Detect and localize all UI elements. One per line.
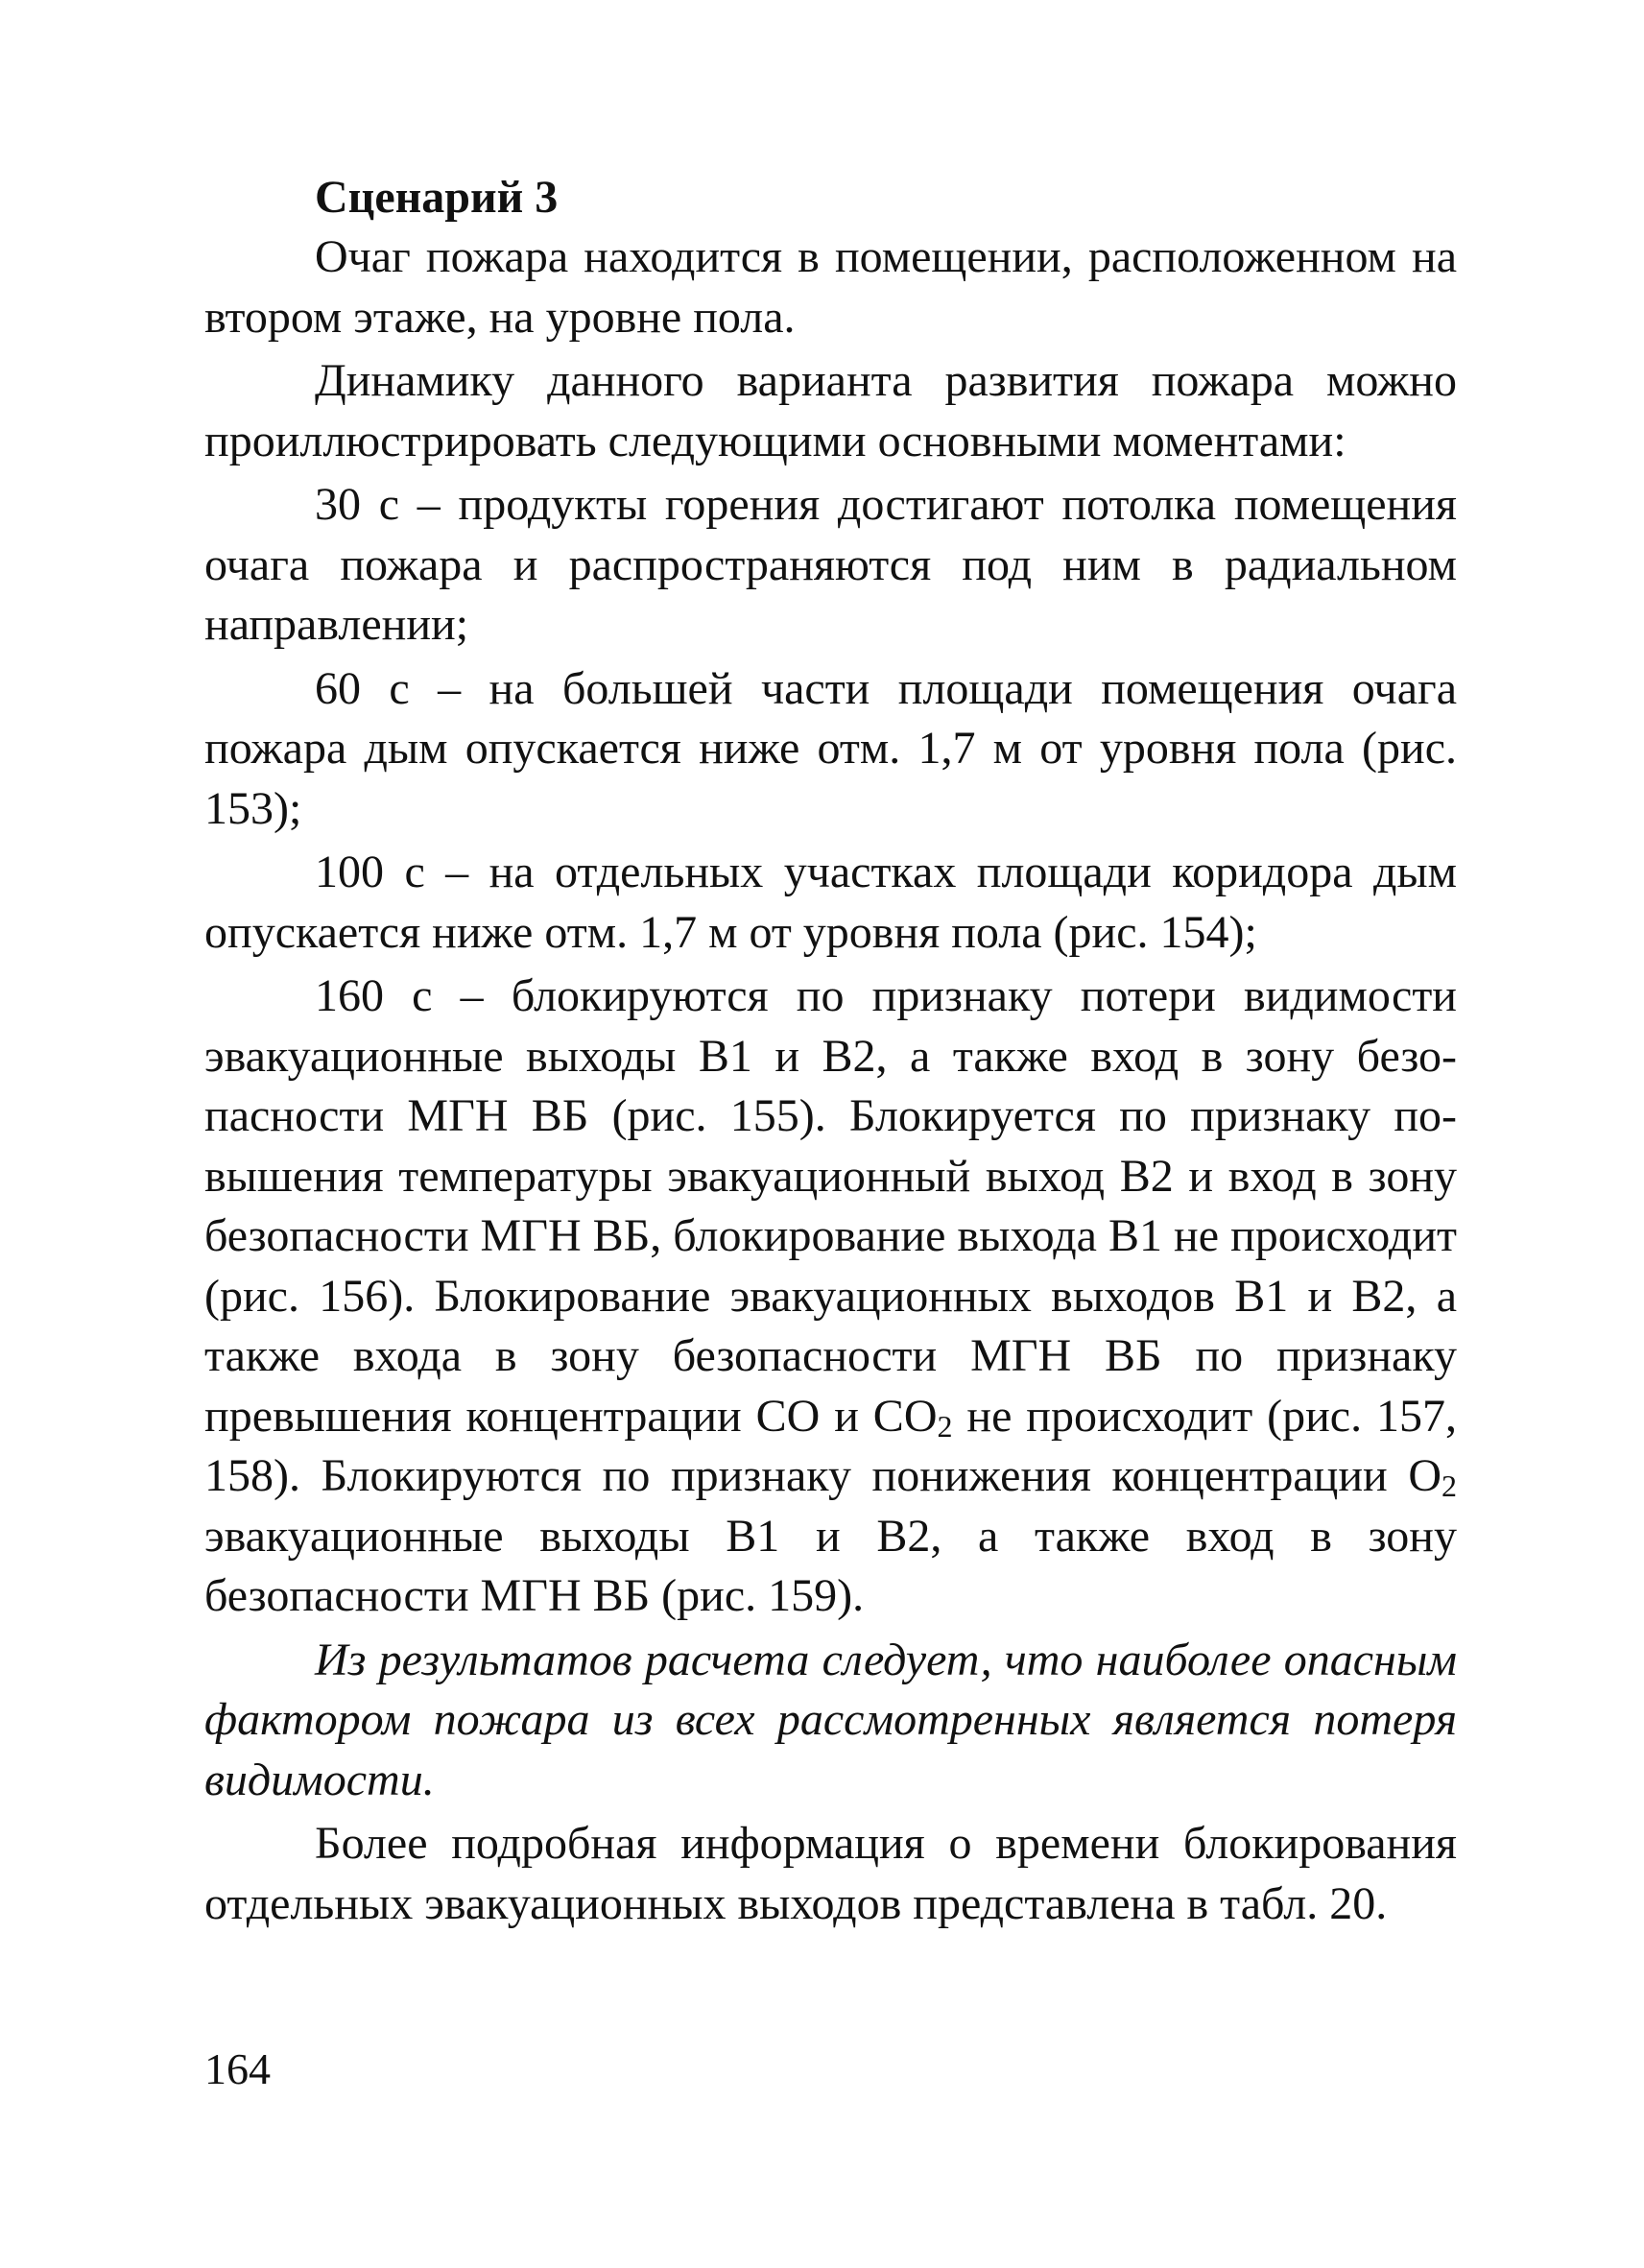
paragraph-fire-location: Очаг пожара находится в помещении, расположенном на втором этаже, на уровне пола. (204, 231, 1457, 343)
paragraph-160s-part3: эвакуационные выходы В1 и В2, а также вход в зону безопасности МГН ВБ (рис. 159). (204, 1510, 1457, 1621)
subscript-o2: 2 (1441, 1468, 1457, 1503)
paragraph-table-reference: Более подробная информация о времени блокирования отдельных эвакуационных выходов представлена в табл. 20. (204, 1818, 1457, 1929)
paragraph-60s: 60 с – на большей части площади помещения очага пожара дым опускается ниже отм. 1,7 м от уровня пола (рис. 153); (204, 662, 1457, 834)
paragraph-160s (204, 967, 1457, 1627)
section-heading: Сценарий 3 (315, 172, 559, 223)
subscript-co2: 2 (937, 1408, 953, 1444)
paragraph-160s-part1: 160 с – блокируются по признаку потери видимости эвакуационные выходы В1 и В2, а также вход в зону безопасности МГН ВБ (рис. 155). Блокируется по признаку повышения температуры эвакуационный выход В2 и вход в зону безопасности МГН ВБ, блокирование выхода В1 не происходит (рис. 156). Блокирование эвакуационных выходов В1 и В2, а также входа в зону безопасности МГН ВБ по признаку превышения концентрации СО и СО (204, 970, 1457, 1442)
paragraph-conclusion: Из результатов расчета следует, что наиболее опасным фактором пожара из всех рассмотренных является потеря видимости. (204, 1634, 1457, 1805)
page-number: 164 (204, 2044, 271, 2093)
paragraph-160s-part2: не происходит (рис. 157, 158). Блокируются по признаку понижения концентрации О (204, 1390, 1457, 1501)
page-body (204, 168, 1457, 1938)
paragraph-dynamics-intro: Динамику данного варианта развития пожара можно проиллюстрировать следующими основными моментами: (204, 355, 1457, 466)
paragraph-100s: 100 с – на отдельных участках площади коридора дым опускается ниже отм. 1,7 м от уровня пола (рис. 154); (204, 847, 1457, 958)
paragraph-30s: 30 с – продукты горения достигают потолка помещения очага пожара и распространяются под ним в радиальном направлении; (204, 479, 1457, 650)
